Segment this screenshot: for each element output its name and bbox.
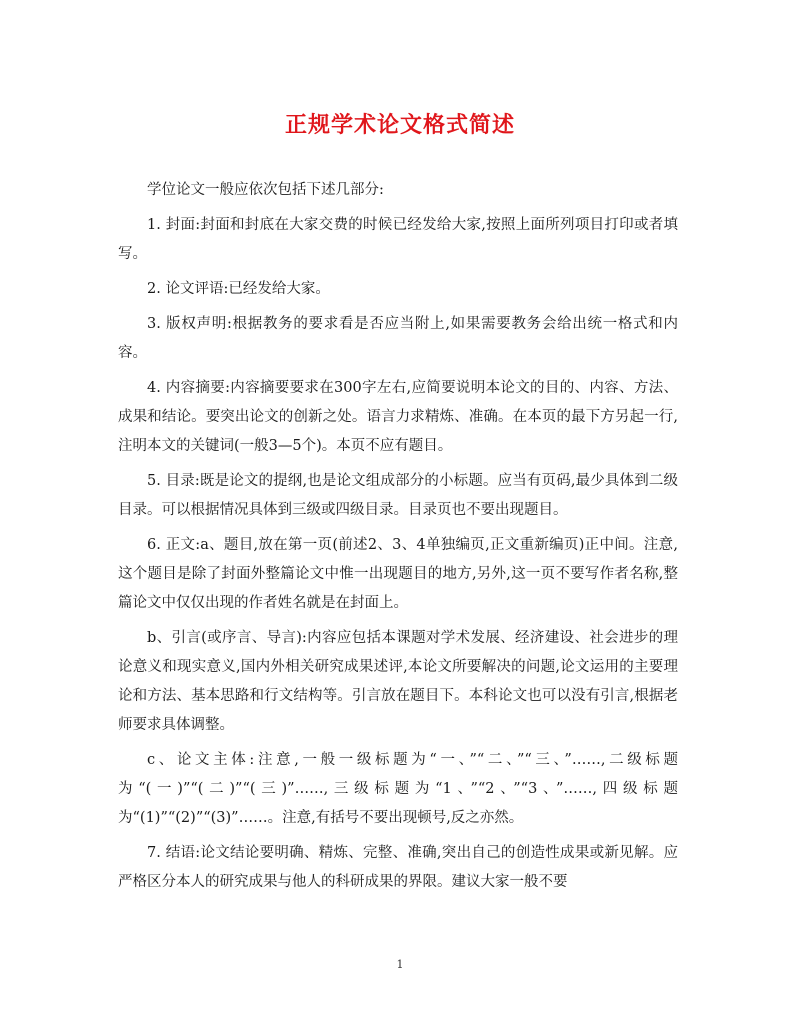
document-body	[118, 176, 678, 903]
paragraph-intro: 学位论文一般应依次包括下述几部分:	[147, 182, 384, 198]
paragraph-cover: 1. 封面:封面和封底在大家交费的时候已经发给大家,按照上面所列项目打印或者填写。	[118, 217, 678, 262]
paragraph-review: 2. 论文评语:已经发给大家。	[147, 281, 330, 297]
page-number: 1	[396, 958, 404, 971]
paragraph-abstract: 4. 内容摘要:内容摘要要求在300字左右,应简要说明本论文的目的、内容、方法、成果和结论。要突出论文的创新之处。语言力求精炼、准确。在本页的最下方另起一行,注明本文的关键词(一般3—5个)。本页不应有题目。	[118, 380, 678, 454]
document-title: 正规学术论文格式简述	[284, 112, 515, 138]
paragraph-main-body: c、论文主体:注意,一般一级标题为“一、”“二、”“三、”……,二级标题为“(一)”“(二)”“(三)”……,三级标题为“1、”“2、”“3、”……,四级标题为“(1)”“(2)”“(3)”……。注意,有括号不要出现顿号,反之亦然。	[118, 752, 678, 826]
paragraph-introduction: b、引言(或序言、导言):内容应包括本课题对学术发展、经济建设、社会进步的理论意义和现实意义,国内外相关研究成果述评,本论文所要解决的问题,论文运用的主要理论和方法、基本思路和行文结构等。引言放在题目下。本科论文也可以没有引言,根据老师要求具体调整。	[118, 630, 678, 733]
paragraph-body-title: 6. 正文:a、题目,放在第一页(前述2、3、4单独编页,正文重新编页)正中间。注意,这个题目是除了封面外整篇论文中惟一出现题目的地方,另外,这一页不要写作者名称,整篇论文中仅仅出现的作者姓名就是在封面上。	[118, 537, 678, 611]
paragraph-toc: 5. 目录:既是论文的提纲,也是论文组成部分的小标题。应当有页码,最少具体到二级目录。可以根据情况具体到三级或四级目录。目录页也不要出现题目。	[118, 473, 678, 518]
paragraph-conclusion: 7. 结语:论文结论要明确、精炼、完整、准确,突出自己的创造性成果或新见解。应严格区分本人的研究成果与他人的科研成果的界限。建议大家一般不要	[118, 845, 678, 890]
paragraph-copyright: 3. 版权声明:根据教务的要求看是否应当附上,如果需要教务会给出统一格式和内容。	[118, 316, 678, 361]
